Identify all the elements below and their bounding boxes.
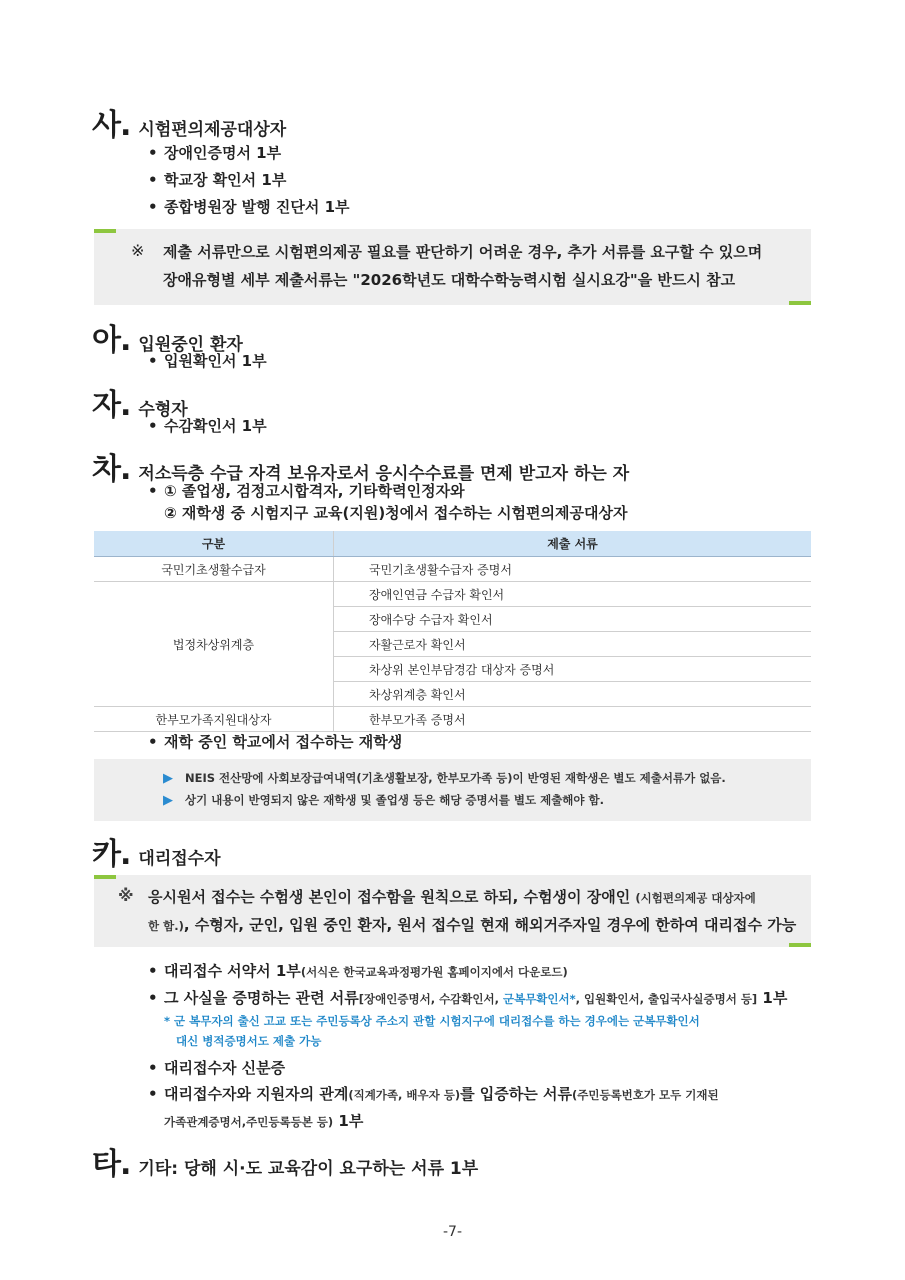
note-text: 응시원서 접수는 수험생 본인이 접수함을 원칙으로 하되, 수험생이 장애인 (시험편의제공 대상자에 [148,888,756,906]
section-letter: 아. [92,323,131,358]
table-row [94,707,811,732]
list-item: • ① 졸업생, 검정고시합격자, 기타학력인정자와 [148,482,465,500]
list-item: • 그 사실을 증명하는 관련 서류[장애인증명서, 수감확인서, 군복무확인서*, 입원확인서, 출입국사실증명서 등] 1부 [148,989,788,1007]
list-item: • 재학 중인 학교에서 접수하는 재학생 [148,733,403,751]
list-item: • 대리접수자와 지원자의 관계(직계가족, 배우자 등)를 입증하는 서류(주민등록번호가 모두 기재된 [148,1085,719,1103]
arrow-right-icon: ▶ [163,793,173,808]
table-cell: 한부모가족지원대상자 [94,707,334,732]
note-text: 장애유형별 세부 제출서류는 "2026학년도 대학수학능력시험 실시요강"을 반드시 참고 [163,271,736,289]
note-box [94,759,811,821]
section-letter: 자. [92,388,131,423]
arrow-note: ▶ 상기 내용이 반영되지 않은 재학생 및 졸업생 등은 해당 증명서를 별도 제출해야 함. [163,793,605,808]
arrow-note: ▶ NEIS 전산망에 사회보장급여내역(기초생활보장, 한부모가족 등)이 반영된 재학생은 별도 제출서류가 없음. [163,771,726,786]
section-ta-heading [92,1139,478,1183]
section-letter: 타. [92,1147,131,1182]
table-cell: 장애수당 수급자 확인서 [334,607,812,632]
document-table [94,531,811,732]
list-item: • 대리접수자 신분증 [148,1059,286,1077]
section-title: 기타: 당해 시·도 교육감이 요구하는 서류 1부 [138,1159,479,1179]
accent-bar [789,943,811,947]
note-mark-icon: ※ [118,886,134,905]
section-sa-heading [92,100,286,144]
note-text: 한 함.), 수형자, 군인, 입원 중인 환자, 원서 접수일 현재 해외거주자일 경우에 한하여 대리접수 가능 [148,916,797,934]
list-item: • 종합병원장 발행 진단서 1부 [148,198,350,216]
section-title: 대리접수자 [138,849,221,869]
section-letter: 사. [92,108,131,143]
table-cell: 차상위 본인부담경감 대상자 증명서 [334,657,812,682]
section-ka-heading [92,829,221,873]
table-cell: 국민기초생활수급자 [94,557,334,582]
list-item: • 대리접수 서약서 1부(서식은 한국교육과정평가원 홈페이지에서 다운로드) [148,962,568,980]
table-cell: 장애인연금 수급자 확인서 [334,582,812,607]
list-item: • 장애인증명서 1부 [148,144,282,162]
accent-bar [94,875,116,879]
accent-bar [789,301,811,305]
note-text: 제출 서류만으로 시험편의제공 필요를 판단하기 어려운 경우, 추가 서류를 요구할 수 있으며 [163,243,763,261]
arrow-right-icon: ▶ [163,771,173,786]
section-title: 저소득층 수급 자격 보유자로서 응시수수료를 면제 받고자 하는 자 [138,464,630,484]
section-title: 입원중인 환자 [138,335,243,355]
list-item: • 입원확인서 1부 [148,352,267,370]
list-item-continued: 가족관계증명서,주민등록등본 등) 1부 [164,1112,364,1130]
table-header: 구분 [94,531,334,557]
section-letter: 카. [92,837,131,872]
table-cell: 국민기초생활수급자 증명서 [334,557,812,582]
table-cell: 한부모가족 증명서 [334,707,812,732]
accent-bar [94,229,116,233]
table-row [94,557,811,582]
note-mark-icon: ※ [131,241,145,260]
section-letter: 차. [92,452,131,487]
footnote: * 군 복무자의 출신 고교 또는 주민등록상 주소지 관할 시험지구에 대리접수를 하는 경우에는 군복무확인서 [164,1014,700,1028]
list-item-continued: ② 재학생 중 시험지구 교육(지원)청에서 접수하는 시험편의제공대상자 [164,504,628,522]
list-item: • 학교장 확인서 1부 [148,171,287,189]
table-header-row [94,531,811,557]
table-row [94,582,811,607]
table-cell: 법정차상위계층 [94,582,334,707]
list-item: • 수감확인서 1부 [148,417,267,435]
table-header: 제출 서류 [334,531,812,557]
page-number: -7- [442,1224,462,1240]
section-title: 수형자 [138,400,188,420]
footnote: 대신 병적증명서도 제출 가능 [176,1034,322,1048]
table-cell: 자활근로자 확인서 [334,632,812,657]
table-cell: 차상위계층 확인서 [334,682,812,707]
section-title: 시험편의제공대상자 [138,120,287,140]
